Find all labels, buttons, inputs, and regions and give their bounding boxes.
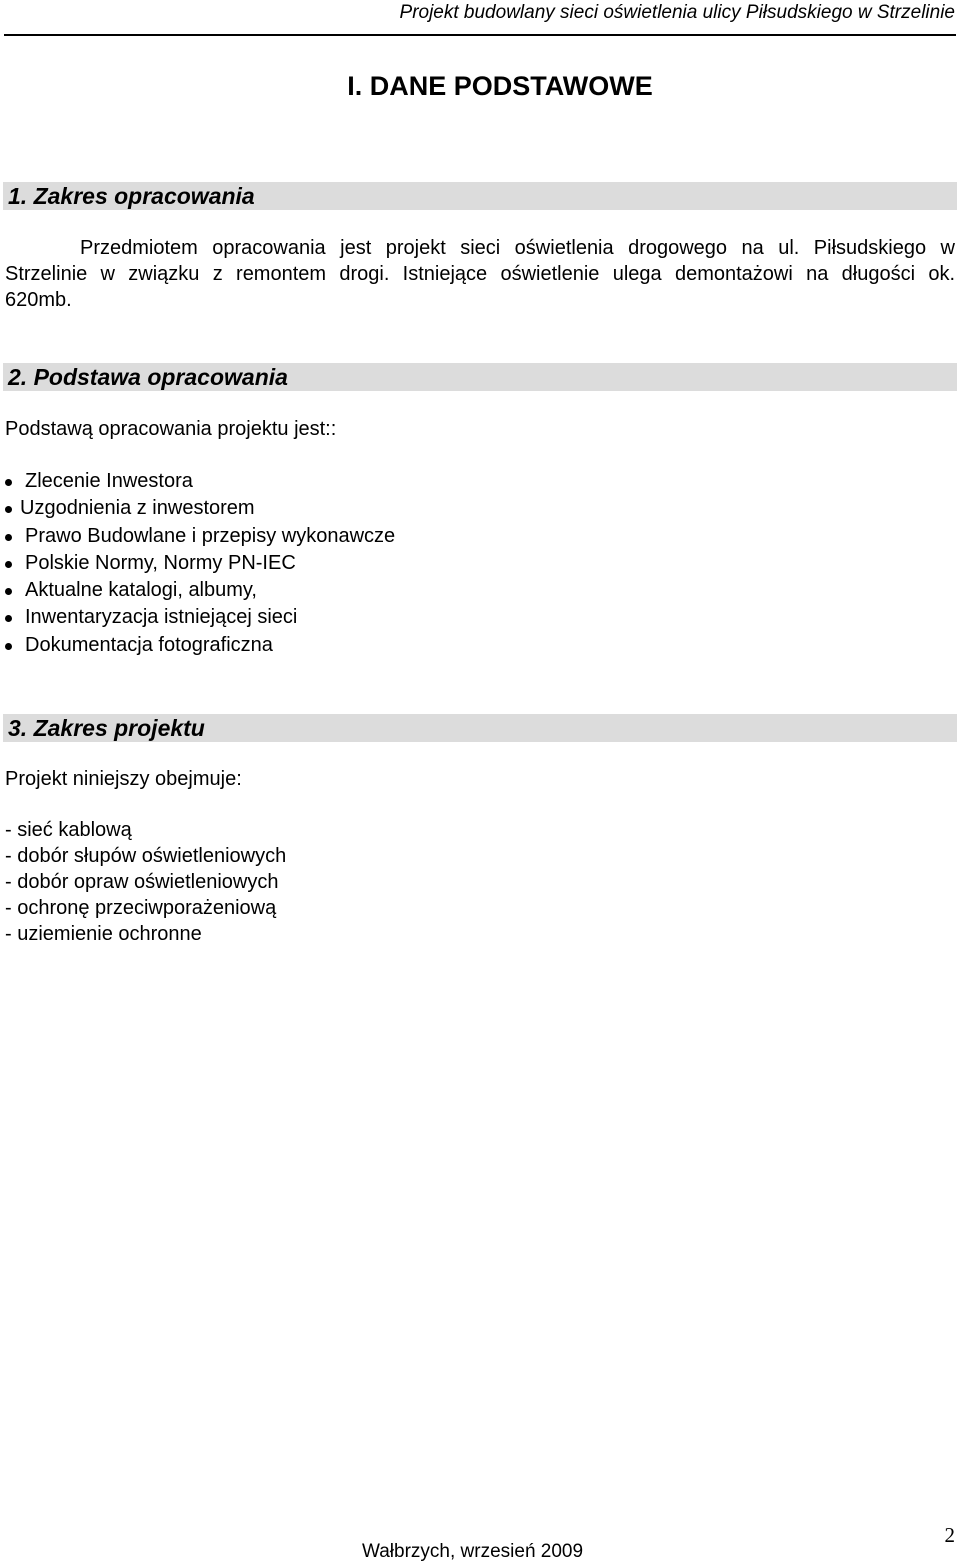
- scope-list: [5, 817, 286, 947]
- page-number: 2: [944, 1523, 955, 1547]
- list-item: Uzgodnienia z inwestorem: [0, 495, 395, 522]
- section-1-heading: 1. Zakres opracowania: [3, 182, 957, 210]
- list-item: Zlecenie Inwestora: [0, 468, 395, 495]
- basis-list: [0, 468, 395, 659]
- bullet-icon: [5, 506, 12, 513]
- section-2-intro: Podstawą opracowania projektu jest::: [5, 418, 337, 440]
- list-item: - ochronę przeciwporażeniową: [5, 897, 277, 919]
- list-item: Aktualne katalogi, albumy,: [0, 577, 395, 604]
- bullet-icon: [5, 588, 12, 595]
- running-header: Projekt budowlany sieci oświetlenia ulicy Piłsudskiego w Strzelinie: [399, 2, 955, 23]
- document-title: I. DANE PODSTAWOWE: [347, 71, 653, 101]
- paragraph-line: Strzelinie w związku z remontem drogi. Istniejące oświetlenie ulega demontażowi na długości ok.: [5, 263, 955, 285]
- list-item: Polskie Normy, Normy PN-IEC: [0, 550, 395, 577]
- list-item: - dobór słupów oświetleniowych: [5, 845, 287, 867]
- section-1-paragraph: [5, 235, 955, 313]
- list-item: Inwentaryzacja istniejącej sieci: [0, 604, 395, 631]
- footer-place-date: Wałbrzych, wrzesień 2009: [362, 1541, 584, 1562]
- bullet-icon: [5, 561, 12, 568]
- list-item: Dokumentacja fotograficzna: [0, 632, 395, 659]
- list-item: - sieć kablową: [5, 819, 132, 841]
- list-item: - dobór opraw oświetleniowych: [5, 871, 279, 893]
- paragraph-line: 620mb.: [5, 289, 72, 311]
- section-2-heading: 2. Podstawa opracowania: [3, 363, 957, 391]
- bullet-icon: [5, 643, 12, 650]
- bullet-icon: [5, 615, 12, 622]
- list-item: Prawo Budowlane i przepisy wykonawcze: [0, 523, 395, 550]
- bullet-icon: [5, 479, 12, 486]
- header-rule: [4, 34, 956, 36]
- bullet-icon: [5, 534, 12, 541]
- list-item: - uziemienie ochronne: [5, 923, 202, 945]
- section-3-intro: Projekt niniejszy obejmuje:: [5, 768, 242, 790]
- section-3-heading: 3. Zakres projektu: [3, 714, 957, 742]
- paragraph-line: Przedmiotem opracowania jest projekt sieci oświetlenia drogowego na ul. Piłsudskiego w: [80, 237, 955, 259]
